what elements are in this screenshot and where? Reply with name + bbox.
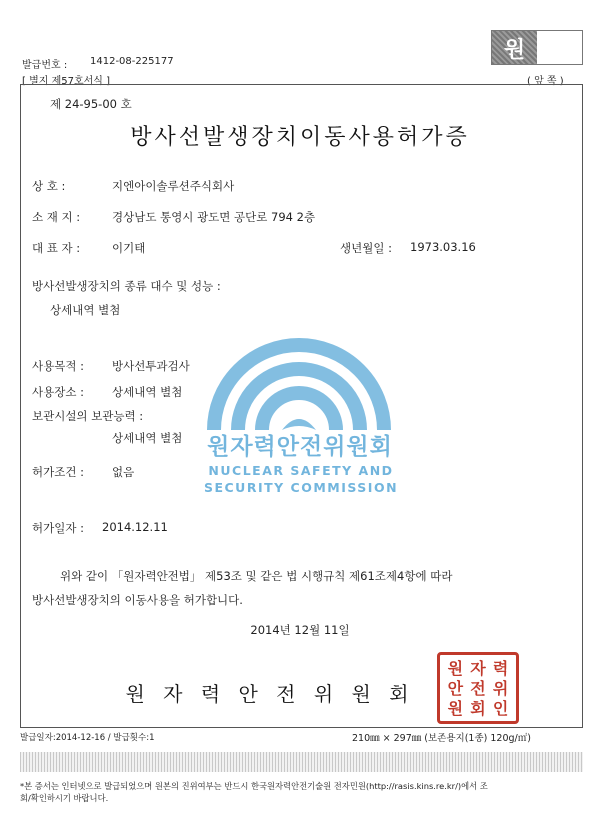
stamp-char-8: 인 <box>492 699 509 718</box>
statement-line-2: 방사선발생장치의 이동사용을 허가합니다. <box>32 593 243 607</box>
watermark-english-1: NUCLEAR SAFETY AND <box>208 463 394 478</box>
form-label: [ 별지 제57호서식 ] <box>22 76 111 87</box>
watermark-english-2: SECURITY COMMISSION <box>203 480 399 495</box>
address: 경상남도 통영시 광도면 공단로 794 2층 <box>112 210 316 224</box>
company-name: 지엔아이솔루션주식회사 <box>112 179 235 193</box>
storage: 상세내역 별첨 <box>112 431 183 445</box>
certificate-title: 방사선발생장치이동사용허가증 <box>130 125 470 150</box>
footer-note-1: *본 증서는 인터넷으로 발급되었으며 원본의 진위여부는 반드시 한국원자력안전기술원 전자민원(http://rasis.kins.re.kr/)에서 조 <box>20 781 488 791</box>
certificate-number: 제 24-95-00 호 <box>50 97 132 111</box>
issue-number: 1412-08-225177 <box>90 56 174 67</box>
issued-info: 발급일자:2014-12-16 / 발급횟수:1 <box>20 733 155 743</box>
official-seal-stamp <box>437 652 519 724</box>
birth-label: 생년월일 : <box>340 241 392 255</box>
permit-date: 2014.12.11 <box>102 520 168 534</box>
side-label: ( 앞 쪽 ) <box>527 76 564 87</box>
representative-label: 대 표 자 : <box>32 241 81 255</box>
stamp-char-0: 원 <box>447 659 464 678</box>
watermark-korean: 원자력안전위원회 <box>207 434 393 460</box>
statement-line-1: 위와 같이 「원자력안전법」 제53조 및 같은 법 시행규칙 제61조제4항에 따라 <box>60 569 453 583</box>
device-label: 방사선발생장치의 종류 대수 및 성능 : <box>32 279 221 293</box>
address-label: 소 재 지 : <box>32 210 81 224</box>
place: 상세내역 별첨 <box>112 385 183 399</box>
company-label: 상 호 : <box>32 179 66 193</box>
storage-label: 보관시설의 보관능력 : <box>32 409 144 423</box>
footer-note-2: 회/확인하시기 바랍니다. <box>20 793 109 803</box>
stamp-char-2: 력 <box>492 659 509 678</box>
stamp-char-7: 회 <box>470 699 486 718</box>
birth-date: 1973.03.16 <box>410 240 476 254</box>
issuer-name: 원 자 력 안 전 위 원 회 <box>125 682 415 706</box>
permit-date-label: 허가일자 : <box>32 521 84 535</box>
device-value: 상세내역 별첨 <box>50 303 121 317</box>
issue-date: 2014년 12월 11일 <box>250 623 350 637</box>
security-band <box>20 752 583 772</box>
seal-box-text: 원 <box>503 38 526 63</box>
purpose: 방사선투과검사 <box>112 359 190 373</box>
stamp-char-6: 원 <box>447 699 464 718</box>
condition: 없음 <box>112 465 135 479</box>
condition-label: 허가조건 : <box>32 465 84 479</box>
issue-number-label: 발급번호 : <box>22 60 68 71</box>
representative: 이기태 <box>112 241 146 255</box>
document-seal-box <box>491 30 583 65</box>
stamp-char-5: 위 <box>492 679 509 698</box>
place-label: 사용장소 : <box>32 385 84 399</box>
stamp-char-4: 전 <box>470 679 486 698</box>
stamp-char-3: 안 <box>447 679 464 698</box>
paper-info: 210㎜ × 297㎜ (보존용지(1종) 120g/㎡) <box>352 733 531 744</box>
purpose-label: 사용목적 : <box>32 359 84 373</box>
stamp-char-1: 자 <box>470 659 486 678</box>
